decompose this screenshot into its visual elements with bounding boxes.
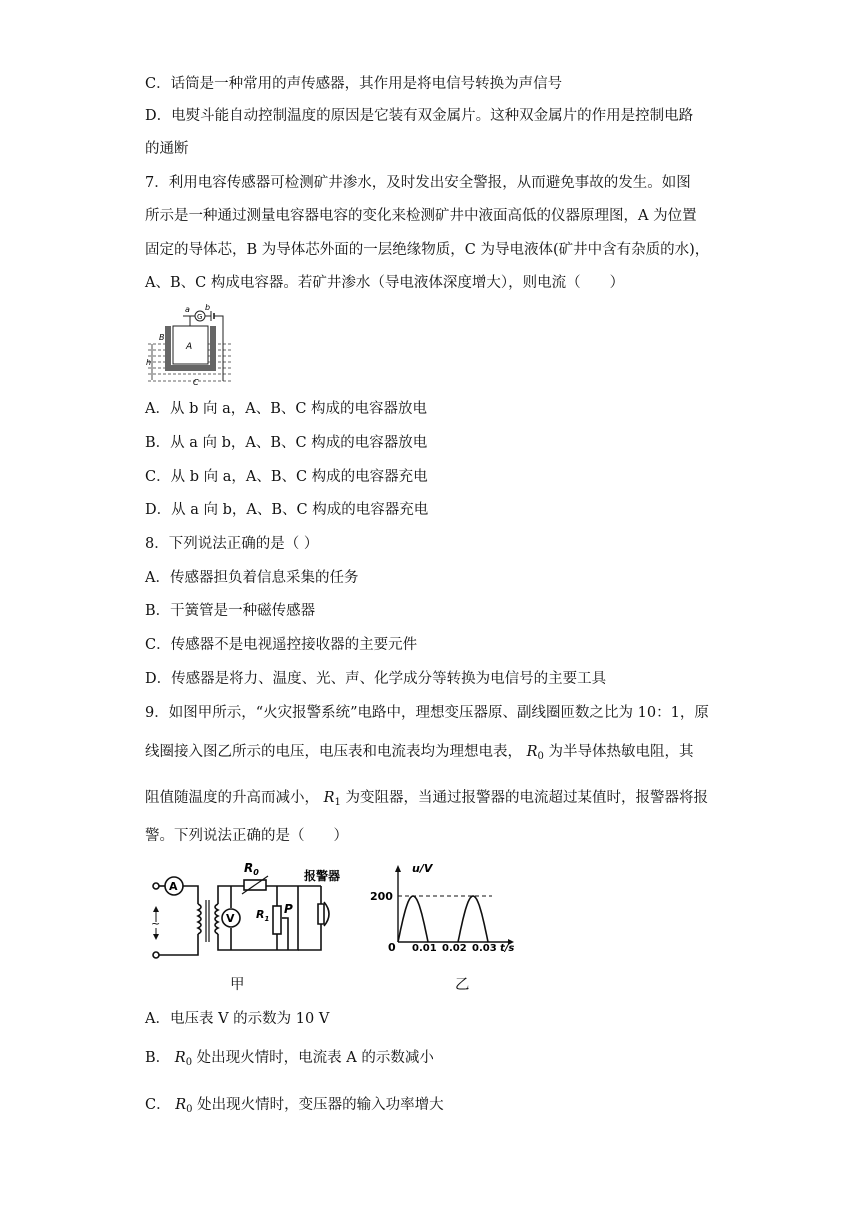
q7-label-insulator-b: B	[159, 333, 165, 342]
q9-option-c-text: 处出现火情时，变压器的输入功率增大	[197, 1097, 444, 1113]
q7-label-b: b	[205, 304, 211, 312]
q7-option-b: B．从 a 向 b，A、B、C 构成的电容器放电	[145, 435, 428, 451]
x-tick-0-03: 0.03	[472, 943, 497, 952]
q7-label-liquid-c: C	[193, 378, 199, 386]
q7-capacitor-figure	[143, 304, 235, 386]
q7-stem-line1: 7．利用电容传感器可检测矿井渗水，及时发出安全警报，从而避免事故的发生。如图	[145, 175, 691, 191]
q9-option-b-text: 处出现火情时，电流表 A 的示数减小	[196, 1050, 434, 1066]
q7-option-d: D．从 a 向 b，A、B、C 构成的电容器充电	[145, 502, 429, 518]
r1-subscript: 1	[334, 797, 341, 808]
r0-symbol: R	[526, 744, 538, 760]
q6-option-d-line1: D．电熨斗能自动控制温度的原因是它装有双金属片。这种双金属片的作用是控制电路	[145, 108, 694, 124]
ac-source-symbol: ~	[151, 917, 161, 930]
fig-r0-symbol: R	[244, 861, 254, 875]
fig-r1-label	[256, 908, 269, 923]
q8-option-d: D．传感器是将力、温度、光、声、化学成分等转换为电信号的主要工具	[145, 671, 607, 687]
q9-option-b-r0-sub: 0	[185, 1057, 193, 1068]
q9-circuit-figure	[146, 858, 352, 960]
x-tick-0: 0	[388, 941, 396, 952]
voltage-half-wave-2	[458, 896, 488, 942]
r0-subscript: 0	[537, 751, 544, 762]
voltmeter-label: V	[226, 912, 235, 925]
y-axis-label: u/V	[412, 862, 433, 875]
fig-r1-subscript: 1	[264, 915, 270, 923]
q9-option-a: A．电压表 V 的示数为 10 V	[145, 1011, 330, 1027]
q9-stem-line3	[145, 788, 708, 813]
q7-stem-line4: A、B、C 构成电容器。若矿井渗水（导电液体深度增大），则电流（ ）	[145, 275, 625, 291]
q9-option-b-r0: R	[174, 1050, 186, 1066]
fig-yi-caption: 乙	[455, 977, 470, 993]
q9-stem-line1: 9．如图甲所示，“火灾报警系统”电路中，理想变压器原、副线圈匝数之比为 10：1，原	[145, 705, 709, 721]
q7-stem-line3: 固定的导体芯，B 为导体芯外面的一层绝缘物质，C 为导电液体(矿井中含有杂质的水)，	[145, 242, 710, 258]
alarm-label: 报警器	[304, 869, 341, 883]
q8-stem: 8．下列说法正确的是（ ）	[145, 536, 319, 552]
voltage-half-wave-1	[398, 896, 428, 942]
q9-option-b-label: B．	[145, 1050, 171, 1066]
q8-option-c: C．传感器不是电视遥控接收器的主要元件	[145, 637, 418, 653]
q9-option-c-r0-sub: 0	[186, 1104, 193, 1115]
x-tick-0-01: 0.01	[412, 943, 437, 952]
fig-jia-caption: 甲	[230, 977, 245, 993]
fig-r0-label	[244, 861, 259, 877]
q9-stem-line4: 警。下列说法正确的是（ ）	[145, 828, 348, 844]
x-axis-label: t/s	[500, 943, 515, 952]
fig-r1-symbol: R	[256, 908, 265, 921]
q9-stem-line2-post: 为半导体热敏电阻，其	[548, 744, 694, 760]
slider-p-label: P	[284, 902, 293, 916]
q9-option-c-label: C．	[145, 1097, 171, 1113]
q9-option-b	[145, 1048, 434, 1073]
q7-stem-line2: 所示是一种通过测量电容器电容的变化来检测矿井中液面高低的仪器原理图，A 为位置	[145, 208, 697, 224]
q6-option-d-line2: 的通断	[145, 141, 189, 157]
r1-symbol: R	[323, 790, 335, 806]
q9-voltage-chart	[368, 860, 520, 952]
q6-option-c: C．话筒是一种常用的声传感器，其作用是将电信号转换为声信号	[145, 76, 563, 92]
fig-r0-subscript: 0	[253, 868, 259, 877]
x-tick-0-02: 0.02	[442, 943, 467, 952]
q9-option-c-r0: R	[175, 1097, 187, 1113]
q9-option-c	[145, 1095, 444, 1120]
q7-galvanometer-label: G	[197, 313, 203, 321]
q9-stem-line2-pre: 线圈接入图乙所示的电压，电压表和电流表均为理想电表，	[145, 744, 522, 760]
q7-label-core-a: A	[186, 342, 193, 352]
ammeter-label: A	[169, 880, 178, 893]
y-tick-200: 200	[370, 890, 393, 903]
q7-option-a: A．从 b 向 a，A、B、C 构成的电容器放电	[145, 401, 428, 417]
q7-label-a: a	[185, 305, 190, 314]
q7-option-c: C．从 b 向 a，A、B、C 构成的电容器充电	[145, 469, 428, 485]
q8-option-b: B．干簧管是一种磁传感器	[145, 603, 316, 619]
q9-stem-line2	[145, 742, 694, 767]
q7-label-h: h	[146, 358, 152, 367]
q9-stem-line3-post: 为变阻器，当通过报警器的电流超过某值时，报警器将报	[345, 790, 709, 806]
q8-option-a: A．传感器担负着信息采集的任务	[145, 570, 359, 586]
q9-stem-line3-pre: 阻值随温度的升高而减小，	[145, 790, 319, 806]
